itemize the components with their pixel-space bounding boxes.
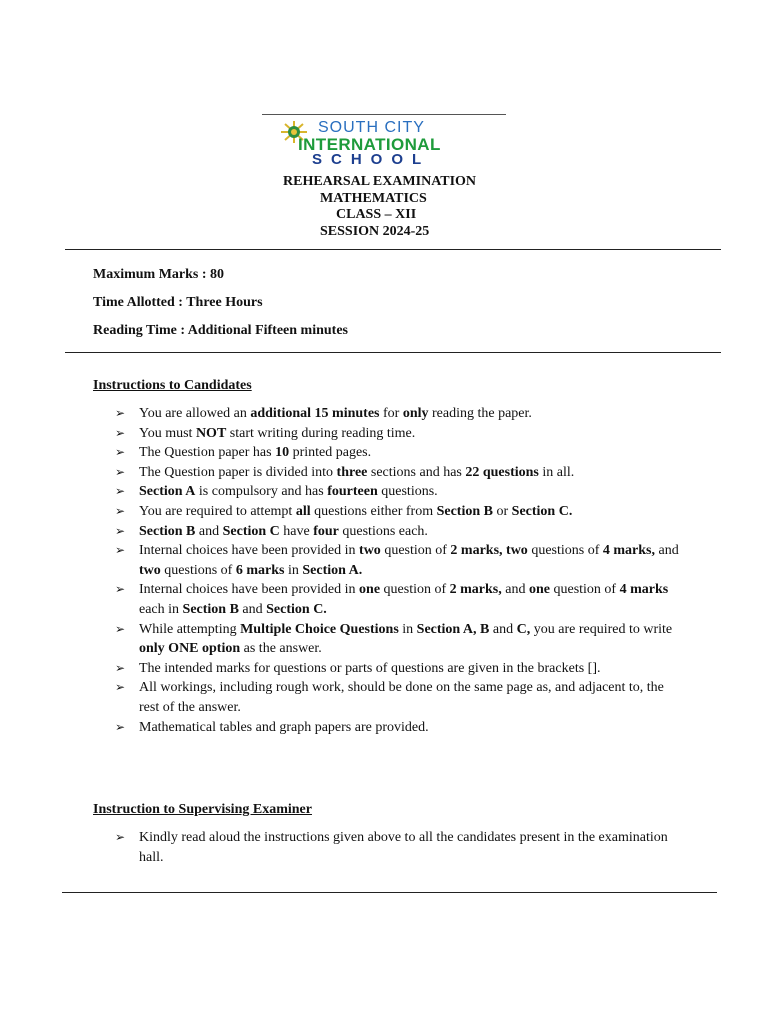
instruction-emphasis: one <box>528 582 550 598</box>
instruction-emphasis: 2 marks, <box>449 582 502 598</box>
instruction-emphasis: 6 marks <box>235 562 285 578</box>
supervisor-instruction-item: ➢ Kindly read aloud the instructions given above to all the candidates present in the examination hall. <box>115 830 668 865</box>
instruction-emphasis: two <box>139 562 161 578</box>
instruction-item: ➢ The Question paper has 10 printed pages. <box>115 443 685 463</box>
session-title: SESSION 2024-25 <box>320 224 430 239</box>
instruction-emphasis: Multiple Choice Questions <box>240 621 399 637</box>
instruction-emphasis: three <box>336 464 368 480</box>
arrowhead-bullet-icon: ➢ <box>115 621 126 636</box>
arrowhead-bullet-icon: ➢ <box>115 406 126 420</box>
logo-text-school: SCHOOL <box>312 151 431 168</box>
instruction-emphasis: Section C <box>222 523 280 539</box>
instruction-item: ➢ The intended marks for questions or parts of questions are given in the brackets []. <box>115 659 685 679</box>
instruction-emphasis: 4 marks, <box>602 543 655 559</box>
arrowhead-bullet-icon: ➢ <box>115 464 126 479</box>
supervisor-heading: Instruction to Supervising Examiner <box>93 802 312 817</box>
instruction-item: ➢ You are allowed an additional 15 minutes for only reading the paper. <box>115 404 685 424</box>
arrowhead-bullet-icon: ➢ <box>115 582 126 597</box>
instruction-emphasis: 4 marks <box>619 582 669 598</box>
school-logo <box>262 114 506 170</box>
instructions-list <box>115 404 685 737</box>
instruction-item: ➢ You are required to attempt all questions either from Section B or Section C. <box>115 502 685 522</box>
arrowhead-bullet-icon: ➢ <box>115 523 126 538</box>
arrowhead-bullet-icon: ➢ <box>115 543 126 558</box>
instruction-item: ➢ Internal choices have been provided in two question of 2 marks, two questions of 4 marks, and two questions of 6 marks in Section A. <box>115 543 679 578</box>
instruction-item: ➢ You must NOT start writing during reading time. <box>115 424 685 444</box>
instruction-emphasis: two <box>359 543 381 559</box>
arrowhead-bullet-icon: ➢ <box>115 445 126 460</box>
instruction-emphasis: C, <box>516 621 531 637</box>
reading-time: Reading Time : Additional Fifteen minutes <box>93 323 349 338</box>
instruction-emphasis: Section B <box>436 503 493 519</box>
instruction-item: ➢ The Question paper is divided into three sections and has 22 questions in all. <box>115 463 685 483</box>
arrowhead-bullet-icon: ➢ <box>115 830 126 844</box>
instruction-emphasis: additional 15 minutes <box>250 406 380 421</box>
instruction-emphasis: Section C. <box>266 601 327 617</box>
time-allotted: Time Allotted : Three Hours <box>93 295 263 310</box>
instruction-emphasis: fourteen <box>327 484 378 500</box>
instruction-emphasis: 10 <box>275 445 290 461</box>
instruction-item: ➢ Internal choices have been provided in one question of 2 marks, and one question of 4 marks each in Section B and Section C. <box>115 582 669 617</box>
instruction-emphasis: all <box>295 503 311 519</box>
instruction-emphasis: Section A, B <box>416 621 490 637</box>
logo-text-international: INTERNATIONAL <box>298 135 441 154</box>
subject-title: MATHEMATICS <box>320 191 427 206</box>
meta-divider <box>65 352 721 353</box>
arrowhead-bullet-icon: ➢ <box>115 680 126 695</box>
logo-text-south-city: SOUTH CITY <box>318 119 425 136</box>
instruction-item: ➢ Section A is compulsory and has fourteen questions. <box>115 482 685 502</box>
instruction-emphasis: one <box>359 582 381 598</box>
arrowhead-bullet-icon: ➢ <box>115 719 126 734</box>
instruction-item: ➢ While attempting Multiple Choice Questions in Section A, B and C, you are required to write only ONE option as the answer. <box>115 621 673 657</box>
logo-divider <box>262 114 506 115</box>
instruction-emphasis: Section B <box>182 601 239 617</box>
arrowhead-bullet-icon: ➢ <box>115 425 126 440</box>
footer-divider <box>62 892 717 893</box>
instruction-emphasis: 2 marks, two <box>450 543 528 559</box>
instruction-item: ➢ Section B and Section C have four questions each. <box>115 522 685 542</box>
supervisor-instructions-list <box>115 828 685 867</box>
arrowhead-bullet-icon: ➢ <box>115 484 126 499</box>
exam-title: REHEARSAL EXAMINATION <box>283 174 477 189</box>
instruction-emphasis: Section B <box>139 523 196 539</box>
instruction-emphasis: only <box>402 406 429 421</box>
instruction-emphasis: four <box>313 523 339 539</box>
instruction-emphasis: 22 questions <box>465 464 539 480</box>
maximum-marks: Maximum Marks : 80 <box>93 267 225 282</box>
instruction-item: ➢ Mathematical tables and graph papers are provided. <box>115 718 685 738</box>
instruction-emphasis: Section A. <box>302 562 363 578</box>
instruction-emphasis: Section C. <box>511 503 573 519</box>
arrowhead-bullet-icon: ➢ <box>115 503 126 518</box>
instructions-heading: Instructions to Candidates <box>93 378 252 393</box>
header-divider <box>65 249 721 250</box>
arrowhead-bullet-icon: ➢ <box>115 660 126 675</box>
instruction-emphasis: NOT <box>195 425 227 441</box>
instruction-item: ➢ All workings, including rough work, should be done on the same page as, and adjacent to, the rest of the answer. <box>115 680 664 715</box>
instruction-emphasis: only ONE option <box>139 641 241 657</box>
class-title: CLASS – XII <box>336 207 417 222</box>
instruction-emphasis: Section A <box>139 484 196 500</box>
